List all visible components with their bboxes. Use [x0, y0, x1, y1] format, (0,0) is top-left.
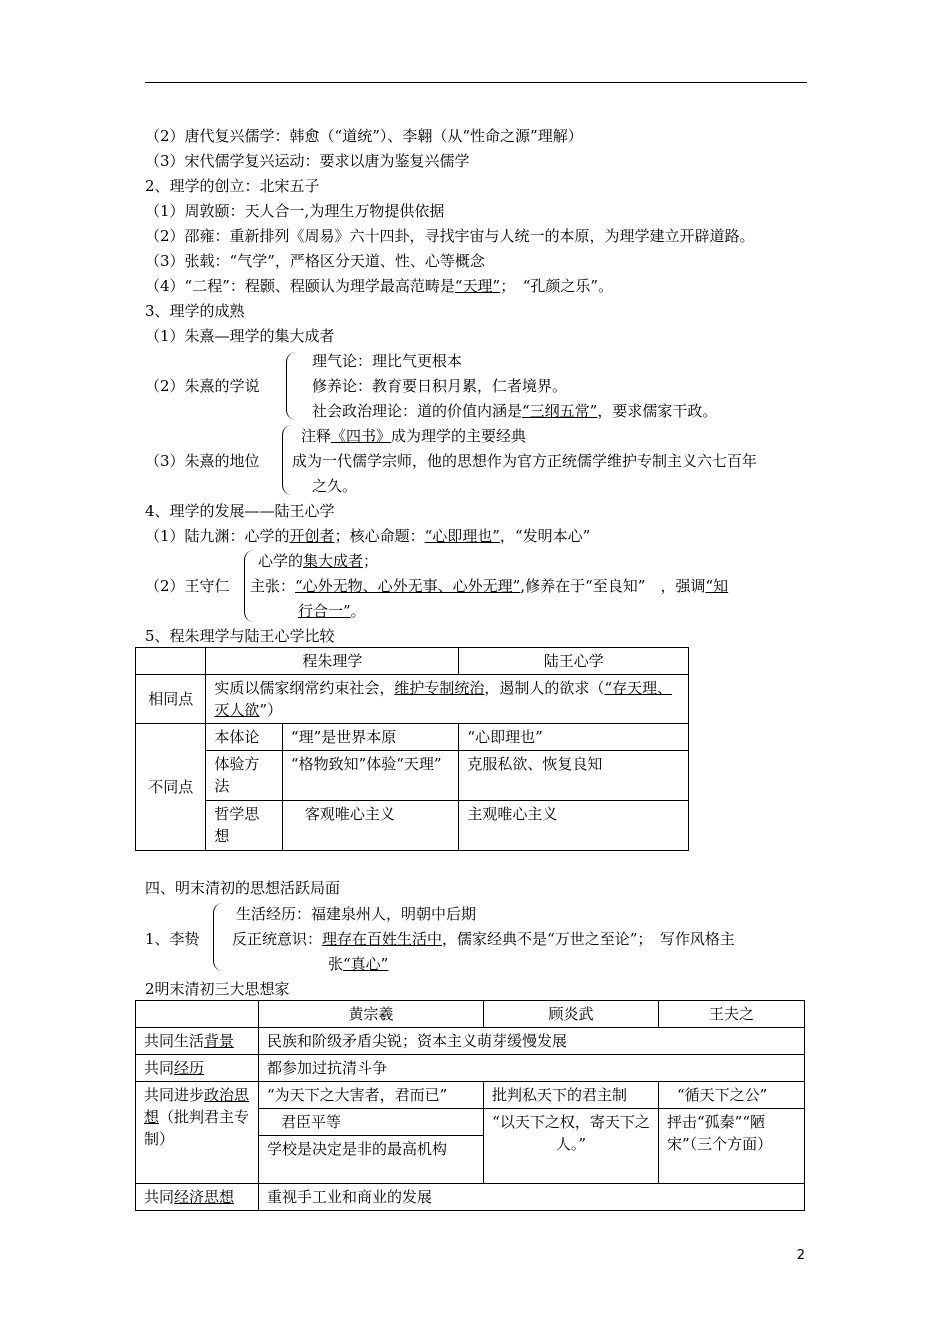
- lizhi-line-1: 生活经历：福建泉州人，明朝中后期: [236, 905, 477, 923]
- line-section-ming: 四、明末清初的思想活跃局面: [145, 879, 341, 897]
- table1-r3-chengzhu: 客观唯心主义: [282, 801, 459, 851]
- table1-r2-luwang: 克服私欲、恢复良知: [459, 751, 689, 801]
- same-a: 实质以儒家纲常约束社会，: [214, 679, 395, 697]
- zhenxin-term: “真心”: [343, 955, 389, 973]
- xinjili-term: “心即理也”: [424, 527, 500, 545]
- table2-bg-label: [136, 1028, 259, 1055]
- zd1-text: 注释: [301, 427, 332, 445]
- lu-tail: ，“发明本心”: [499, 527, 591, 545]
- wsr2-text: 主张：: [250, 577, 296, 595]
- jidacheng-term: 集大成者: [303, 552, 364, 570]
- brace-lizhi: [213, 903, 224, 971]
- line-lujiuyuan: [145, 526, 590, 546]
- line-section3: 3、理学的成熟: [145, 302, 245, 320]
- table1-r2-aspect: 体验方法: [206, 751, 283, 801]
- table1-r3-luwang: 主观唯心主义: [459, 801, 689, 851]
- table1-r1-aspect: 本体论: [206, 724, 283, 751]
- table1-header-luwang: 陆王心学: [459, 648, 689, 675]
- gu-2: “以天下之权，寄天下之人。”: [492, 1113, 650, 1153]
- lu-mid: ；核心命题：: [334, 527, 425, 545]
- table2-wang-cell: [659, 1082, 805, 1184]
- ercheng-tail: ； “孔颜之乐”。: [500, 277, 614, 295]
- zhuxi-theory-2: 修养论：教育要日积月累，仁者境界。: [312, 377, 568, 395]
- table1-header-chengzhu: 程朱理学: [206, 648, 459, 675]
- ercheng-text: （4）“二程”：程颢、程颐认为理学最高范畴是: [145, 277, 455, 295]
- gu-1: 批判私天下的君主制: [484, 1082, 658, 1109]
- wsr-line-2: [250, 576, 728, 596]
- jl-b: 经历: [174, 1059, 205, 1077]
- jj-b: 经济思想: [174, 1188, 235, 1206]
- same-d: “存天理、灭人欲: [214, 679, 673, 719]
- table2-jj-label: [136, 1184, 259, 1211]
- table1-same-label: 相同点: [136, 675, 206, 724]
- table2-gu-cell: [484, 1082, 659, 1184]
- wang-1: “循天下之公”: [659, 1082, 804, 1109]
- zhuxi-theory-1: 理气论：理比气更根本: [312, 352, 463, 370]
- lz2-text: 反正统意识：: [232, 930, 323, 948]
- wsr1-tail: ；: [363, 552, 379, 570]
- zhuxi-theory-3: [312, 401, 717, 421]
- table2-header-wang: 王夫之: [659, 1001, 805, 1028]
- table1-r1-luwang: “心即理也”: [459, 724, 689, 751]
- zx3-tail: ，要求儒家干政。: [597, 402, 718, 420]
- lz2-tail: ，儒家经典不是“万世之至论”； 写作风格主: [442, 930, 735, 948]
- table2-corner: [136, 1001, 259, 1028]
- wsr-line-3: [298, 601, 366, 621]
- table1-same-value: [206, 675, 689, 724]
- sishu-term: 《四书》: [331, 427, 392, 445]
- wsr-line-1: [258, 551, 378, 571]
- table2-huang-cell: [259, 1082, 484, 1184]
- line-zhuxi: （1）朱熹—理学的集大成者: [145, 327, 335, 345]
- zhuxi-status-1: [301, 426, 526, 446]
- wsr3-tail: 。: [350, 602, 366, 620]
- bg-b: 背景: [204, 1032, 235, 1050]
- wsr1-text: 心学的: [258, 552, 304, 570]
- table2-bg-value: 民族和阶级矛盾尖锐；资本主义萌芽缓慢发展: [259, 1028, 805, 1055]
- lizhi-label: 1、李贽: [145, 930, 200, 948]
- same-e: ”）: [259, 701, 283, 719]
- thinkers-table: [135, 1000, 805, 1211]
- zz-d: （批判君主专制）: [144, 1108, 250, 1148]
- wangshouren-label: （2）王守仁: [145, 577, 230, 595]
- zd1-tail: 成为理学的主要经典: [391, 427, 527, 445]
- huang-3: 学校是决定是非的最高机构: [267, 1140, 448, 1158]
- table1-corner: [136, 648, 206, 675]
- zhuxi-theory-label: （2）朱熹的学说: [145, 377, 260, 395]
- table2-zz-label: [136, 1082, 259, 1184]
- header-rule: [145, 82, 807, 83]
- comparison-table: [135, 647, 689, 851]
- bg-a: 共同生活: [144, 1032, 205, 1050]
- zhuxi-status-label: （3）朱熹的地位: [145, 452, 260, 470]
- xinwai-term: “心外无物、心外无事、心外无理”: [295, 577, 521, 595]
- same-b: 维护专制统治: [394, 679, 485, 697]
- xinghe-term: 行合一”: [298, 602, 351, 620]
- table2-jj-value: 重视手工业和商业的发展: [259, 1184, 805, 1211]
- page-number: 2: [796, 1248, 805, 1263]
- sangang-term: “三纲五常”: [522, 402, 598, 420]
- same-c: ，遏制人的欲求（: [484, 679, 605, 697]
- table2-header-huang: 黄宗羲: [259, 1001, 484, 1028]
- brace-zhuxi-theory: [286, 352, 297, 420]
- table1-r1-chengzhu: “理”是世界本原: [282, 724, 459, 751]
- line-song: （3）宋代儒学复兴运动：要求以唐为鉴复兴儒学: [145, 152, 470, 170]
- baixing-term: 理存在百姓生活中: [322, 930, 443, 948]
- line-ercheng: [145, 276, 613, 296]
- wsr2-mid: ,修养在于“至良知” ，强调: [520, 577, 706, 595]
- zx3-text: 社会政治理论：道的价值内涵是: [312, 402, 523, 420]
- jl-a: 共同: [144, 1059, 175, 1077]
- zhuxi-status-2: 成为一代儒学宗师，他的思想作为官方正统儒学维护专制主义六七百年: [292, 452, 758, 470]
- founder-term: 开创者: [289, 527, 335, 545]
- table1-diff-label: 不同点: [136, 724, 206, 851]
- table2-jl-label: [136, 1055, 259, 1082]
- line-shao: （2）邵雍：重新排列《周易》六十四卦，寻找宇宙与人统一的本原，为理学建立开辟道路。: [145, 227, 755, 245]
- lz3-text: 张: [328, 955, 344, 973]
- zhi-term: “知: [705, 577, 729, 595]
- table2-header-gu: 顾炎武: [484, 1001, 659, 1028]
- huang-1: “为天下之大害者，君而已”: [259, 1082, 483, 1109]
- line-section4: 4、理学的发展——陆王心学: [145, 502, 335, 520]
- lizhi-line-3: [328, 954, 388, 974]
- zz-b: 政治: [204, 1086, 235, 1104]
- zz-c: 思想: [144, 1086, 250, 1126]
- jj-a: 共同: [144, 1188, 175, 1206]
- line-section2: 2、理学的创立：北宋五子: [145, 177, 320, 195]
- tianli-term: “天理”: [454, 277, 501, 295]
- line-tang: （2）唐代复兴儒学：韩愈（“道统”）、李翱（从“性命之源”理解）: [145, 127, 583, 145]
- table2-jl-value: 都参加过抗清斗争: [259, 1055, 805, 1082]
- lu-text: （1）陆九渊：心学的: [145, 527, 290, 545]
- line-three-thinkers: 2明末清初三大思想家: [145, 980, 290, 998]
- lizhi-line-2: [232, 929, 735, 949]
- line-zhou: （1）周敦颐：天人合一,为理生万物提供依据: [145, 202, 445, 220]
- zz-a: 共同进步: [144, 1086, 205, 1104]
- line-section5: 5、程朱理学与陆王心学比较: [145, 627, 335, 645]
- zhuxi-status-3: 之久。: [312, 477, 358, 495]
- table1-r2-chengzhu: “格物致知”体验“天理”: [282, 751, 459, 801]
- wang-2: 抨击“孤秦”“陋宋”（三个方面）: [667, 1113, 773, 1153]
- table1-r3-aspect: 哲学思想: [206, 801, 283, 851]
- huang-2: 君臣平等: [259, 1109, 483, 1136]
- line-zhang: （3）张载：“气学”，严格区分天道、性、心等概念: [145, 252, 485, 270]
